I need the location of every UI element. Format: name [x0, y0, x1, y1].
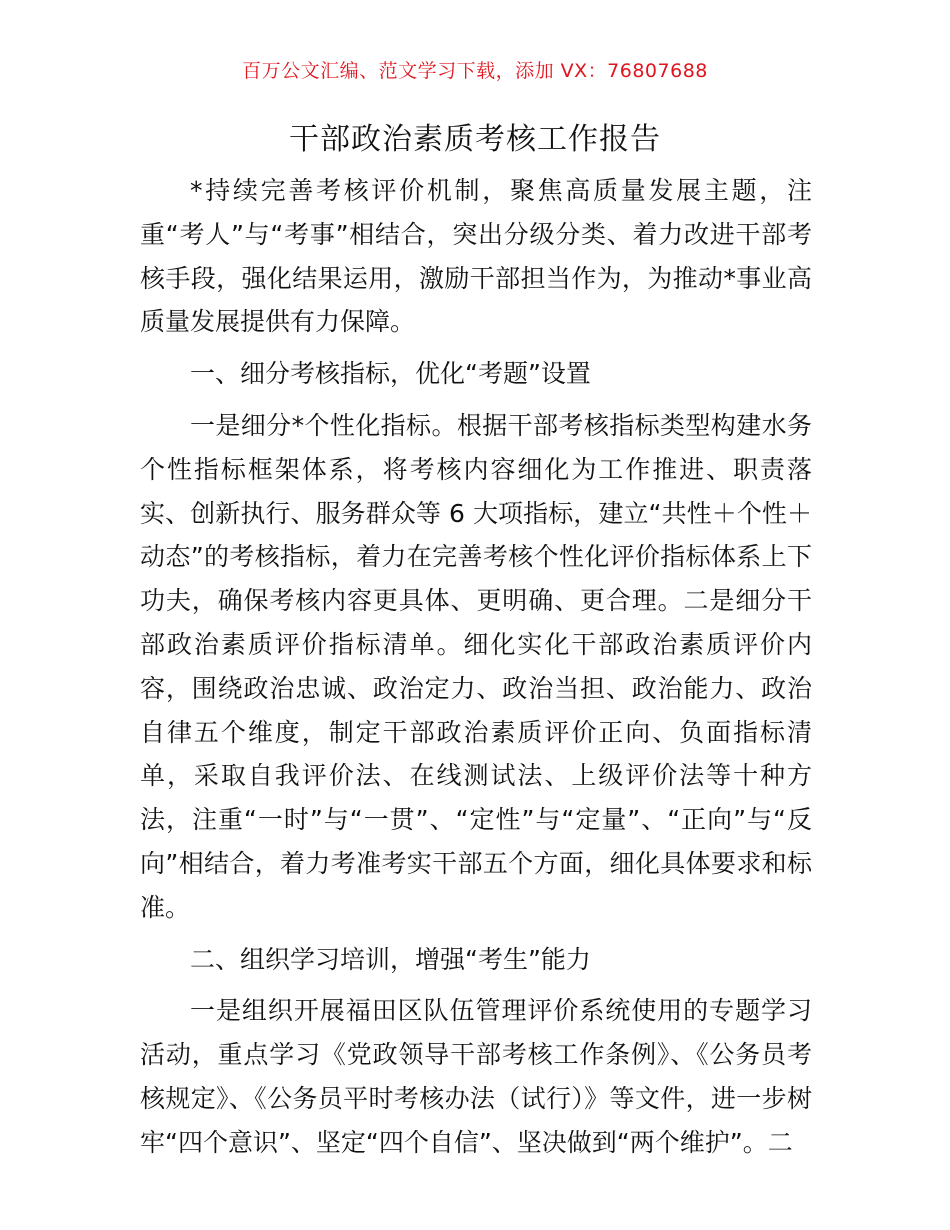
section-1-heading: 一、细分考核指标，优化“考题”设置 [190, 359, 591, 389]
watermark-header: 百万公文汇编、范文学习下载，添加 VX：76807688 [242, 60, 708, 82]
section-1-paragraph: 一是细分*个性化指标。根据干部考核指标类型构建水务个性指标框架体系，将考核内容细化为工作推进、职责落实、创新执行、服务群众等 6 大项指标，建立“共性＋个性＋动态”的考核指标，着力在完善考核个性化评价指标体系上下功夫，确保考核内容更具体、更明确、更合理。二是细分干部政治素质评价指标清单。细化实化干部政治素质评价内容，围绕政治忠诚、政治定力、政治当担、政治能力、政治自律五个维度，制定干部政治素质评价正向、负面指标清单，采取自我评价法、在线测试法、上级评价法等十种方法，注重“一时”与“一贯”、“定性”与“定量”、“正向”与“反向”相结合，着力考准考实干部五个方面，细化具体要求和标准。 [140, 410, 812, 922]
document-body [140, 169, 812, 1165]
document-title: 干部政治素质考核工作报告 [289, 122, 661, 157]
intro-paragraph: *持续完善考核评价机制，聚焦高质量发展主题，注重“考人”与“考事”相结合，突出分级分类、着力改进干部考核手段，强化结果运用，激励干部担当作为，为推动*事业高质量发展提供有力保障。 [140, 176, 812, 337]
section-2-paragraph: 一是组织开展福田区队伍管理评价系统使用的专题学习活动，重点学习《党政领导干部考核工作条例》、《公务员考核规定》、《公务员平时考核办法（试行）》等文件，进一步树牢“四个意识”、坚定“四个自信”、坚决做到“两个维护”。二 [140, 996, 812, 1157]
section-2-heading: 二、组织学习培训，增强“考生”能力 [190, 944, 591, 974]
